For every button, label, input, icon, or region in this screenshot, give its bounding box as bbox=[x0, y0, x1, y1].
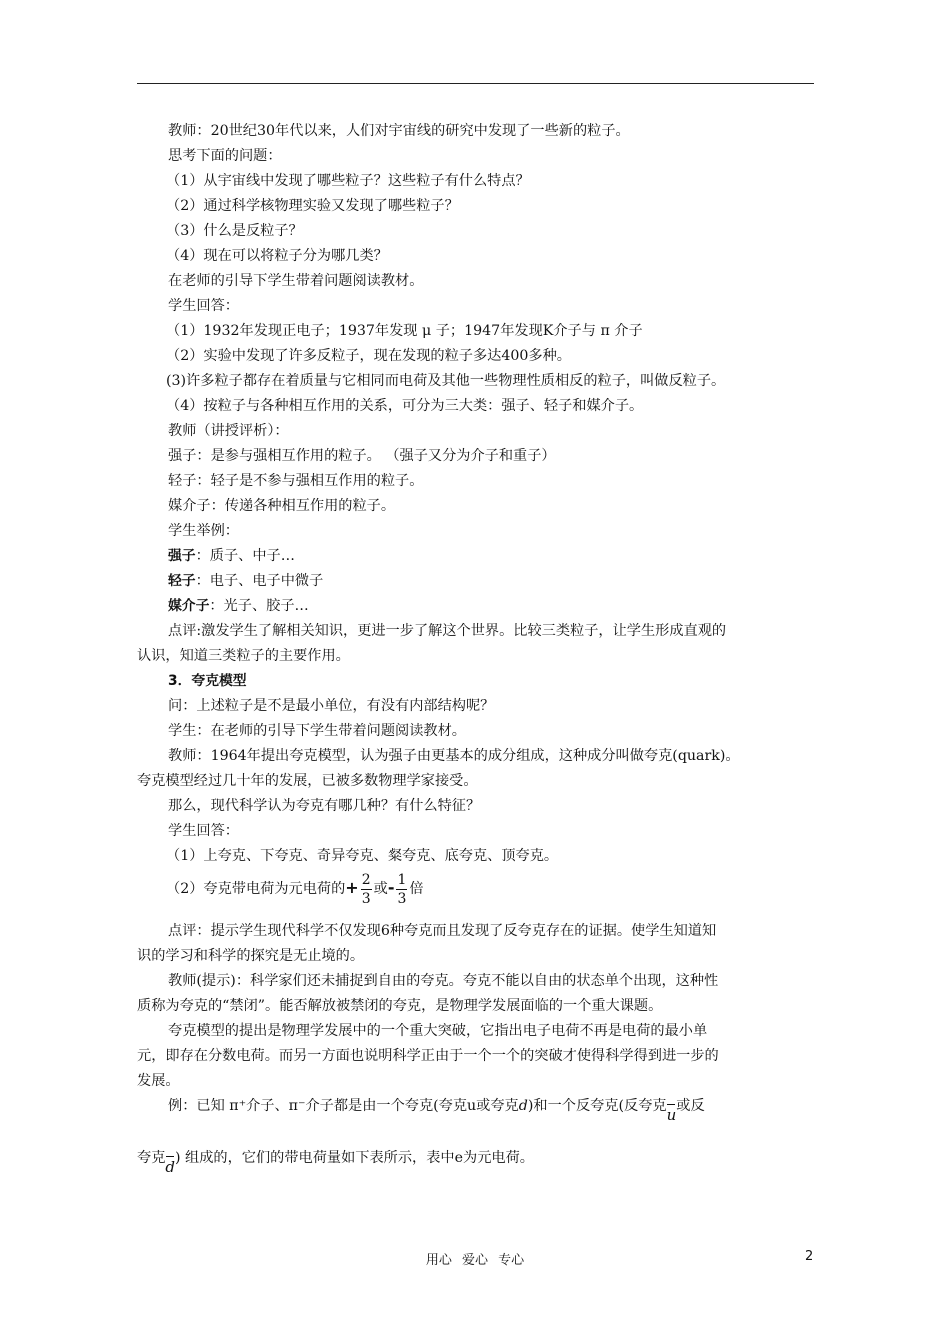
paragraph-line: 学生举例： bbox=[168, 523, 239, 539]
paragraph-line: 学生回答： bbox=[168, 823, 239, 839]
paragraph-line: 问：上述粒子是不是最小单位，有没有内部结构呢？ bbox=[168, 698, 495, 714]
fraction-two-thirds: $\frac{2}{3}$ bbox=[361, 871, 371, 907]
comment-line: 认识，知道三类粒子的主要作用。 bbox=[137, 648, 350, 664]
fraction-one-third: $\frac{1}{3}$ bbox=[397, 871, 407, 907]
section-heading: 3．夸克模型 bbox=[168, 673, 247, 689]
paragraph-line: 在老师的引导下学生带着问题阅读教材。 bbox=[168, 273, 424, 289]
example-hadron: 强子：质子、中子… bbox=[168, 548, 295, 564]
comment-line: 点评:激发学生了解相关知识，更进一步了解这个世界。比较三类粒子，让学生形成直观的 bbox=[168, 623, 727, 639]
question-item: （3）什么是反粒子？ bbox=[166, 223, 303, 239]
answer-item: （1）上夸克、下夸克、奇异夸克、粲夸克、底夸克、顶夸克。 bbox=[166, 848, 559, 864]
question-item: （2）通过科学核物理实验又发现了哪些粒子？ bbox=[166, 198, 459, 214]
example-line: 例：已知 π⁺介子、π⁻介子都是由一个夸克(夸克u或夸克d)和一个反夸克(反夸克 u 或反 bbox=[168, 1098, 705, 1124]
page-footer: 用心 爱心 专心 bbox=[425, 1253, 525, 1268]
term: 强子 bbox=[168, 548, 196, 564]
paragraph-line: 教师(提示)：科学家们还未捕捉到自由的夸克。夸克不能以自由的状态单个出现，这种性 bbox=[168, 973, 719, 989]
header-rule bbox=[137, 83, 814, 84]
page-number: 2 bbox=[805, 1249, 814, 1264]
definition-line: 强子：是参与强相互作用的粒子。 （强子又分为介子和重子） bbox=[168, 448, 556, 464]
answer-item: （2）实验中发现了许多反粒子，现在发现的粒子多达400多种。 bbox=[166, 348, 571, 364]
paragraph-line: 质称为夸克的“禁闭”。能否解放被禁闭的夸克，是物理学发展面临的一个重大课题。 bbox=[137, 998, 663, 1014]
example-lepton: 轻子：电子、电子中微子 bbox=[168, 573, 324, 589]
quark-d-symbol: d bbox=[518, 1098, 528, 1114]
paragraph-line: 那么，现代科学认为夸克有哪几种？有什么特征？ bbox=[168, 798, 481, 814]
paragraph-line: 夸克模型经过几十年的发展，已被多数物理学家接受。 bbox=[137, 773, 478, 789]
question-item: （1）从宇宙线中发现了哪些粒子？这些粒子有什么特点？ bbox=[166, 173, 530, 189]
answer-item: (3)许多粒子都存在着质量与它相同而电荷及其他一些物理性质相反的粒子，叫做反粒子。 bbox=[166, 373, 726, 389]
paragraph-line: 教师（讲授评析）： bbox=[168, 423, 289, 439]
minus-sign: - bbox=[387, 878, 395, 897]
paragraph-line: 学生回答： bbox=[168, 298, 239, 314]
paragraph-line: 教师：1964年提出夸克模型，认为强子由更基本的成分组成，这种成分叫做夸克(quark)。 bbox=[168, 748, 740, 764]
paragraph-line: 教师：20世纪30年代以来，人们对宇宙线的研究中发现了一些新的粒子。 bbox=[168, 123, 630, 139]
question-item: （4）现在可以将粒子分为哪几类？ bbox=[166, 248, 388, 264]
antiquark-d-symbol: d bbox=[165, 1158, 175, 1176]
paragraph-line: 夸克模型的提出是物理学发展中的一个重大突破，它指出电子电荷不再是电荷的最小单 bbox=[168, 1023, 708, 1039]
comment-line: 识的学习和科学的探究是无止境的。 bbox=[137, 948, 365, 964]
comment-line: 点评：提示学生现代科学不仅发现6种夸克而且发现了反夸克存在的证据。使学生知道知 bbox=[168, 923, 717, 939]
paragraph-line: 思考下面的问题： bbox=[168, 148, 282, 164]
example-mediator: 媒介子：光子、胶子… bbox=[168, 598, 309, 614]
definition-line: 轻子：轻子是不参与强相互作用的粒子。 bbox=[168, 473, 424, 489]
example-line: 夸克 d ) 组成的，它们的带电荷量如下表所示，表中e为元电荷。 bbox=[137, 1150, 534, 1176]
term: 媒介子 bbox=[168, 598, 210, 614]
paragraph-line: 发展。 bbox=[137, 1073, 180, 1089]
paragraph-line: 学生：在老师的引导下学生带着问题阅读教材。 bbox=[168, 723, 466, 739]
definition-line: 媒介子：传递各种相互作用的粒子。 bbox=[168, 498, 396, 514]
term: 轻子 bbox=[168, 573, 196, 589]
antiquark-u-symbol: u bbox=[666, 1106, 677, 1124]
answer-item: （1）1932年发现正电子；1937年发现 μ 子；1947年发现K介子与 π 介子 bbox=[166, 323, 643, 339]
plus-sign: + bbox=[345, 878, 359, 897]
paragraph-line: 元，即存在分数电荷。而另一方面也说明科学正由于一个一个的突破才使得科学得到进一步的 bbox=[137, 1048, 719, 1064]
charge-formula-line: （2）夸克带电荷为元电荷的+ $\frac{2}{3}$ 或- $\frac{1}{3}$ 倍 bbox=[166, 871, 424, 907]
answer-item: （4）按粒子与各种相互作用的关系，可分为三大类：强子、轻子和媒介子。 bbox=[166, 398, 644, 414]
